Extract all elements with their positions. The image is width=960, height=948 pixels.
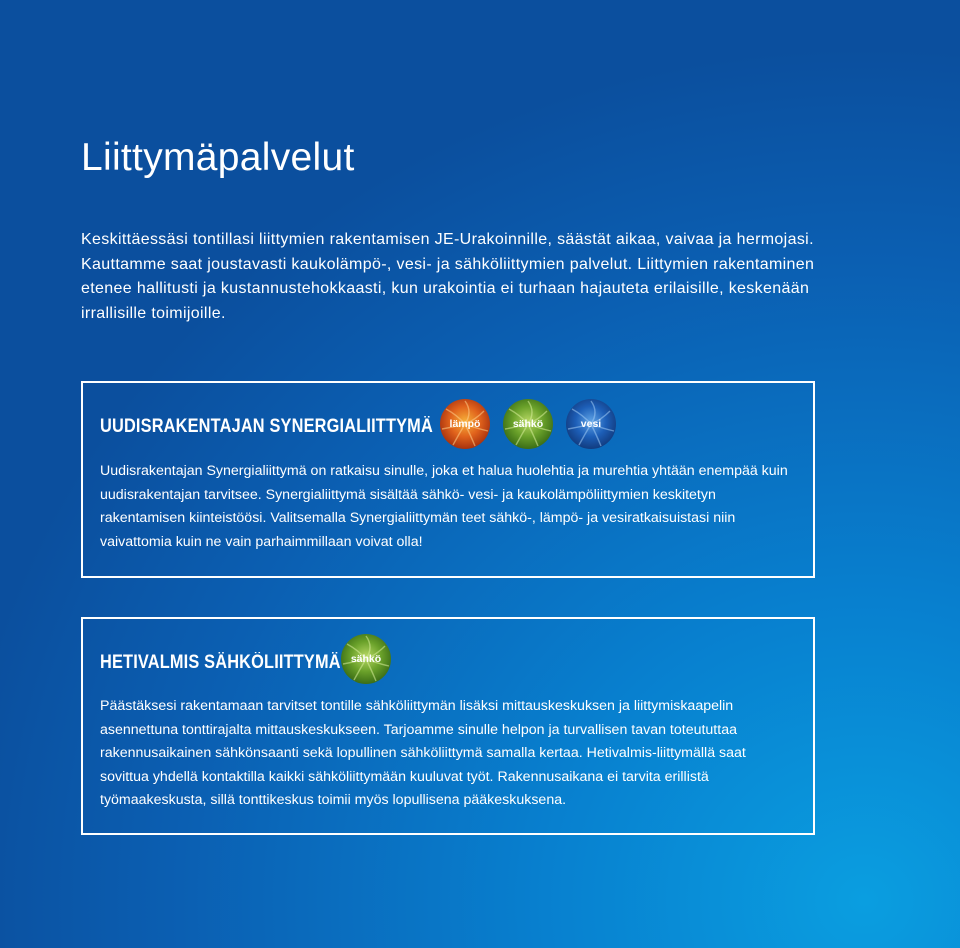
page-title: Liittymäpalvelut — [81, 136, 355, 179]
electricity-orb-icon — [502, 398, 554, 450]
water-label: vesi — [580, 418, 602, 430]
heat-label: lämpö — [449, 418, 481, 430]
electricity-label: sähkö — [512, 418, 544, 430]
ready-electricity-heading: HETIVALMIS SÄHKÖLIITTYMÄ — [100, 652, 341, 673]
heat-orb-icon — [439, 398, 491, 450]
intro-paragraph: Keskittäessäsi tontillasi liittymien rakentamisen JE-Urakoinnille, säästät aikaa, vaivaa ja hermojasi. Kauttamme saat joustavasti kaukolämpö-, vesi- ja sähköliittymien palvelut. Liittymien rakentaminen etenee hallitusti ja kustannustehokkaasti, kun urakointia ei turhaan hajauteta erilaisille, keskenään irrallisille toimijoille. — [81, 231, 815, 322]
ready-electricity-box — [81, 617, 815, 835]
synergy-connection-box — [81, 381, 815, 578]
ready-electricity-text: Päästäksesi rakentamaan tarvitset tontille sähköliittymän lisäksi mittauskeskuksen ja liittymiskaapelin asennettuna tonttirajalta mittauskeskukseen. Tarjoamme sinulle helpon ja turvallisen tavan toteututtaa rakennusaikainen sähkönsaanti sekä lopullinen sähköliittymä samalla kertaa. Hetivalmis-liittymällä saat sovittua yhdellä kontaktilla kaikki sähköliittymään kuuluvat työt. Rakennusaikana ei tarvita erillistä työmaakeskusta, sillä tonttikeskus toimii myös lopullisena pääkeskuksena. — [100, 698, 746, 808]
synergy-connection-text: Uudisrakentajan Synergialiittymä on ratkaisu sinulle, joka et halua huolehtia ja murehtia yhtään enempää kuin uudisrakentajan tarvitsee. Synergialiittymä sisältää sähkö- vesi- ja kaukolämpöliittymien keskitetyn rakentamisen kiinteistöösi. Valitsemalla Synergialiittymän teet sähkö-, lämpö- ja vesiratkaisuistasi niin vaivattomia kuin ne vain parhaimmillaan voivat olla! — [100, 463, 788, 550]
electricity-orb-icon — [340, 633, 392, 685]
water-orb-icon — [565, 398, 617, 450]
electricity-label: sähkö — [350, 653, 382, 665]
synergy-connection-heading: UUDISRAKENTAJAN SYNERGIALIITTYMÄ — [100, 416, 433, 437]
